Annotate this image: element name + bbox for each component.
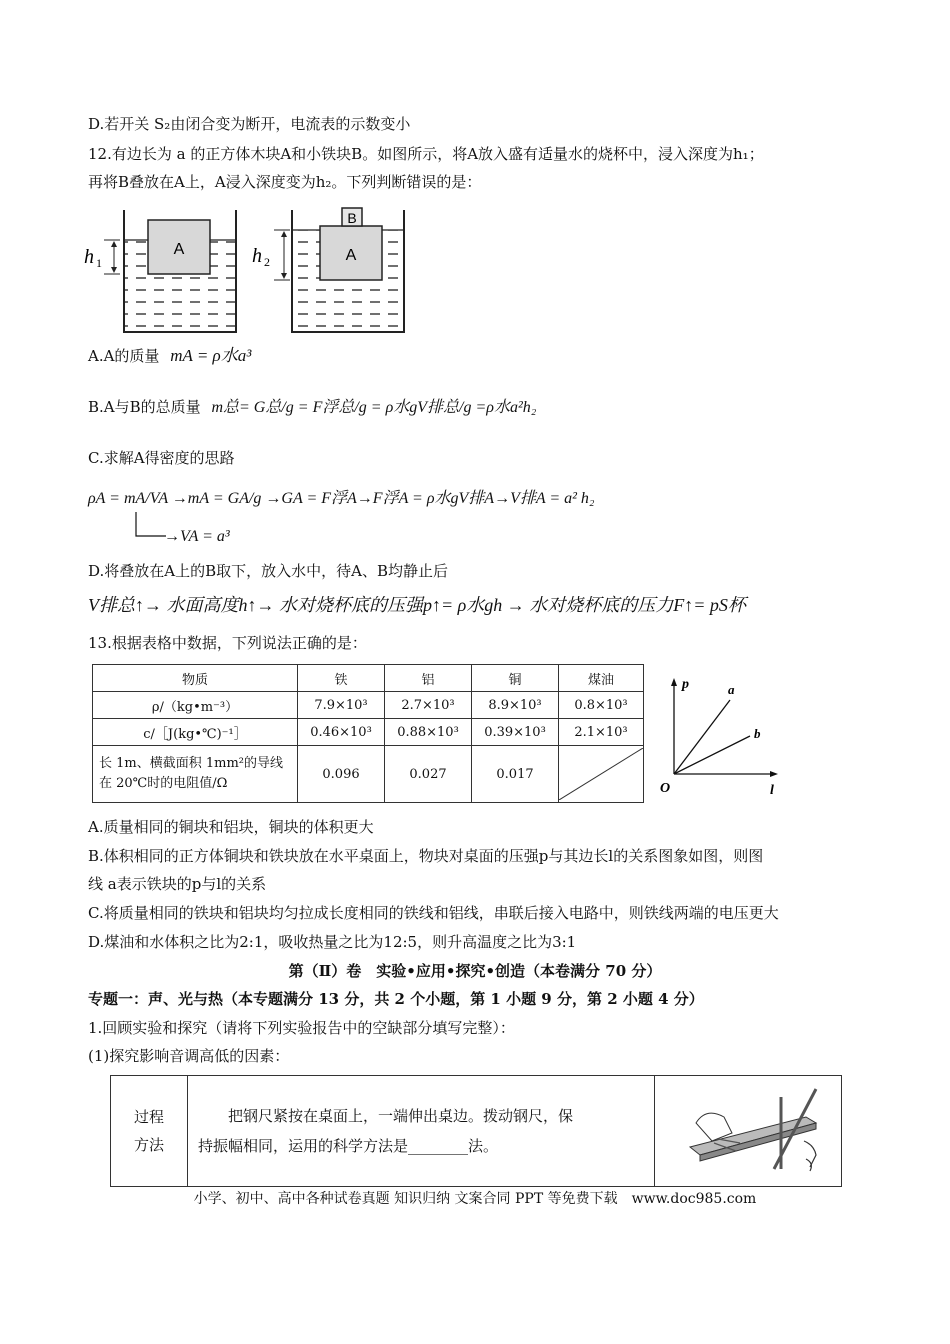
page-footer: 小学、初中、高中各种试卷真题 知识归纳 文案合同 PPT 等免费下载 www.doc985.com: [193, 1191, 757, 1207]
q12-option-b: [88, 396, 536, 419]
q12-option-c-line2: →VA = a³: [164, 528, 230, 545]
experiment-report-table: [110, 1075, 842, 1187]
table-cell: ρ/（kg•m⁻³）: [93, 692, 298, 719]
content-line1: 把钢尺紧按在桌面上，一端伸出桌边。拨动钢尺，保: [228, 1107, 574, 1125]
part2-q1-1: (1)探究影响音调高低的因素：: [88, 1047, 290, 1065]
table-cell: 2.7×10³: [385, 692, 472, 719]
beaker-left: [84, 210, 236, 332]
q13-option-a: A.质量相同的铜块和铝块，铜块的体积更大: [88, 818, 374, 836]
table-cell: 0.8×10³: [559, 692, 644, 719]
q13-option-b-line2: 线 a表示铁块的p与l的关系: [88, 875, 267, 893]
q12-option-a: [88, 345, 251, 367]
table-cell: 2.1×10³: [559, 719, 644, 746]
table-row: [111, 1076, 842, 1187]
table-header-cell: 铜: [472, 665, 559, 692]
table-cell: 0.88×10³: [385, 719, 472, 746]
q12-option-b-text: B.A与B的总质量: [88, 398, 201, 416]
beaker-right: [252, 208, 404, 332]
ruler-image-cell: [655, 1076, 842, 1187]
method-label: 方法: [133, 1136, 164, 1154]
graph-line-a: [674, 700, 730, 774]
table-cell: 0.096: [298, 746, 385, 803]
table-cell: 0.017: [472, 746, 559, 803]
graph-line-b-label: b: [754, 726, 761, 741]
topic1-heading: 专题一：声、光与热（本专题满分 13 分，共 2 个小题，第 1 小题 9 分，第 2 小题 4 分）: [88, 990, 704, 1008]
q12-option-c-line1: ρA = mA/VA →mA = GA/g →GA = F浮A→F浮A = ρ水gV排A→V排A = a² h₂: [88, 490, 595, 507]
graph-x-label: l: [770, 783, 774, 798]
q12-option-d-formula: V排总↑→ 水面高度h↑→ 水对烧杯底的压强p↑= ρ水gh → 水对烧杯底的压力F↑= pS杯: [88, 595, 746, 615]
block-a-label-right: A: [345, 247, 357, 264]
part2-title: 第（Ⅱ）卷 实验•应用•探究•创造（本卷满分 70 分）: [288, 962, 662, 980]
q12-stem-line1: 12.有边长为 a 的正方体木块A和小铁块B。如图所示，将A放入盛有适量水的烧杯中，浸入深度为h₁；: [88, 145, 764, 163]
table-cell: 0.39×10³: [472, 719, 559, 746]
q11-option-d: D.若开关 S₂由闭合变为断开，电流表的示数变小: [88, 115, 411, 133]
h2-subscript: 2: [264, 255, 270, 269]
process-method-label: [111, 1076, 188, 1187]
h1-subscript: 1: [96, 256, 102, 270]
q13-option-b-line1: B.体积相同的正方体铜块和铁块放在水平桌面上，物块对桌面的压强p与其边长l的关系图象如图，则图: [88, 847, 764, 865]
block-a-label-left: A: [173, 241, 185, 258]
table-header-cell: 铁: [298, 665, 385, 692]
q13-properties-table: [92, 664, 644, 803]
q12-option-c: C.求解A得密度的思路: [88, 449, 235, 467]
diagonal-line: [559, 748, 643, 800]
table-row: [93, 692, 644, 719]
graph-line-a-label: a: [728, 682, 735, 697]
q12-option-d: D.将叠放在A上的B取下，放入水中，待A、B均静止后: [88, 562, 448, 580]
table-cell: 8.9×10³: [472, 692, 559, 719]
graph-line-b: [674, 736, 750, 774]
q12-option-a-formula: mA = ρ水a³: [170, 346, 252, 365]
table-row: [93, 746, 644, 803]
q12-stem-line2: 再将B叠放在A上，A浸入深度变为h₂。下列判断错误的是：: [88, 173, 482, 191]
table-header-cell: 铝: [385, 665, 472, 692]
q13-option-c: C.将质量相同的铁块和铝块均匀拉成长度相同的铁线和铝线，串联后接入电路中，则铁线两端的电压更大: [88, 904, 779, 922]
q12-beaker-figure: [80, 200, 420, 335]
table-header-cell: 物质: [93, 665, 298, 692]
table-cell-diagonal: [559, 746, 644, 803]
q13-option-d: D.煤油和水体积之比为2:1，吸收热量之比为12:5，则升高温度之比为3:1: [88, 933, 577, 951]
q13-pressure-graph: [660, 672, 790, 802]
graph-origin-label: O: [660, 781, 671, 796]
q13-stem: 13.根据表格中数据，下列说法正确的是：: [88, 634, 367, 652]
table-header-cell: 煤油: [559, 665, 644, 692]
q12-option-b-formula: m总= G总/g = F浮总/g = ρ水gV排总/g =ρ水a²h₂: [211, 399, 537, 416]
table-cell: 0.46×10³: [298, 719, 385, 746]
table-header-row: [93, 665, 644, 692]
q12-option-a-text: A.A的质量: [88, 347, 160, 365]
table-cell: 7.9×10³: [298, 692, 385, 719]
table-cell: c/［J(kg•℃)⁻¹］: [93, 719, 298, 746]
h1-label: h: [84, 246, 94, 268]
block-b-label: B: [347, 210, 357, 226]
process-label: 过程: [133, 1108, 164, 1126]
table-cell: 长 1m、横截面积 1mm²的导线在 20℃时的电阻值/Ω: [93, 746, 298, 803]
content-line2: 持振幅相同，运用的科学方法是________法。: [198, 1137, 499, 1155]
part2-q1: 1.回顾实验和探究（请将下列实验报告中的空缺部分填写完整）：: [88, 1019, 515, 1037]
table-cell: 0.027: [385, 746, 472, 803]
ruler-illustration: [656, 1077, 840, 1181]
h2-label: h: [252, 245, 262, 267]
table-row: [93, 719, 644, 746]
process-content: [188, 1076, 655, 1187]
graph-y-label: p: [682, 677, 689, 692]
